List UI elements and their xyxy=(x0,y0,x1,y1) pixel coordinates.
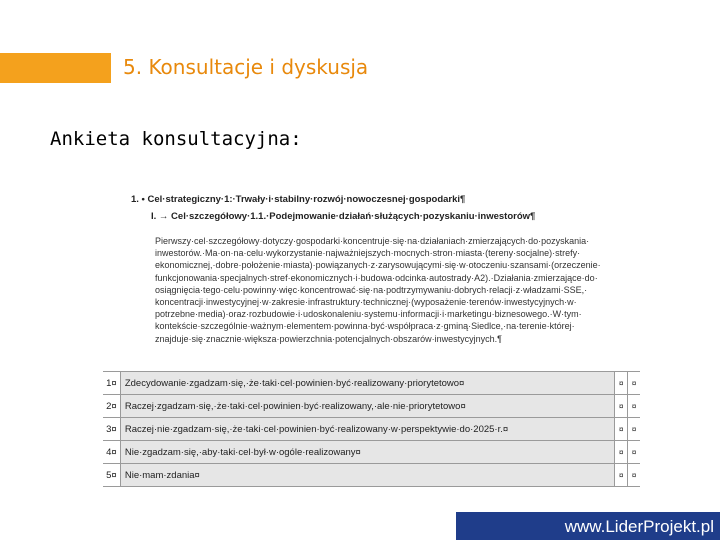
table-row xyxy=(103,441,640,464)
answer-options-table xyxy=(103,371,640,487)
cell-marker: ¤ xyxy=(628,395,640,418)
cell-marker: ¤ xyxy=(615,441,628,464)
website-footer-link[interactable]: www.LiderProjekt.pl xyxy=(456,512,720,540)
option-number: 4¤ xyxy=(103,441,120,464)
cell-marker: ¤ xyxy=(628,464,640,487)
paragraph-line: inwestorów.·Ma·on·na·celu·wykorzystanie·najważniejszych·mocnych·stron·miasta·(tereny·socjalne)·strefy· xyxy=(155,248,581,259)
table-row xyxy=(103,372,640,395)
cell-marker: ¤ xyxy=(615,395,628,418)
option-label: Raczej·nie·zgadzam·się,·że·taki·cel·powinien·być·realizowany·w·perspektywie·do·2025·r.¤ xyxy=(120,418,614,441)
option-number: 5¤ xyxy=(103,464,120,487)
table-row xyxy=(103,418,640,441)
cell-marker: ¤ xyxy=(628,441,640,464)
paragraph-line: znajduje·się·znacznie·większa·powierzchnia·potencjalnych·obszarów·inwestycyjnych.¶ xyxy=(155,333,502,344)
cell-marker: ¤ xyxy=(615,464,628,487)
cell-marker: ¤ xyxy=(628,372,640,395)
goal-description-paragraph xyxy=(155,235,635,345)
option-label: Zdecydowanie·zgadzam·się,·że·taki·cel·powinien·być·realizowany·priorytetowo¤ xyxy=(120,372,614,395)
option-number: 1¤ xyxy=(103,372,120,395)
option-label: Raczej·zgadzam·się,·że·taki·cel·powinien·być·realizowany,·ale·nie·priorytetowo¤ xyxy=(120,395,614,418)
paragraph-line: potrzebne·media)·oraz·rozbudowie·i·udoskonaleniu·systemu·informacji·i·marketingu·biznesowego.·W·tym· xyxy=(155,309,582,320)
cell-marker: ¤ xyxy=(615,372,628,395)
option-number: 3¤ xyxy=(103,418,120,441)
option-label: Nie·mam·zdania¤ xyxy=(120,464,614,487)
paragraph-line: kontekście·szczególnie·ważnym·elementem·powinna·być·współpraca·z·gminą·Siedlce,·na·terenie·której· xyxy=(155,321,575,332)
paragraph-line: koncentracji·inwestycyjnej·w·zakresie·infrastruktury·technicznej·(wyposażenie·terenów·inwestycyjnych·w· xyxy=(155,297,577,308)
cell-marker: ¤ xyxy=(628,418,640,441)
option-number: 2¤ xyxy=(103,395,120,418)
table-row xyxy=(103,395,640,418)
paragraph-line: funkcjonowania·specjalnych·stref·ekonomicznych·i·budowa·odcinka·autostrady·A2).·Działania·zmierzające·do· xyxy=(155,272,598,283)
survey-document-image xyxy=(103,190,640,480)
section-heading: Ankieta konsultacyjna: xyxy=(50,128,302,150)
cell-marker: ¤ xyxy=(615,418,628,441)
paragraph-line: Pierwszy·cel·szczegółowy·dotyczy·gospodarki·koncentruje·się·na·działaniach·zmierzających·do·pozyskania· xyxy=(155,236,590,246)
option-label: Nie·zgadzam·się,·aby·taki·cel·był·w·ogóle·realizowany¤ xyxy=(120,441,614,464)
specific-goal-heading: I. → Cel·szczegółowy·1.1.·Podejmowanie·działań·służących·pozyskaniu·inwestorów¶ xyxy=(151,211,536,222)
strategic-goal-heading: 1. • Cel·strategiczny·1:·Trwały·i·stabilny·rozwój·nowoczesnej·gospodarki¶ xyxy=(131,194,466,205)
slide-title: 5. Konsultacje i dyskusja xyxy=(123,55,369,79)
title-accent-bar xyxy=(0,53,111,83)
paragraph-line: osiągnięcia·tego·celu·powinny·więc·koncentrować·się·na·podtrzymywaniu·dobrych·relacji·z·władzami·SSE,· xyxy=(155,284,588,295)
table-row xyxy=(103,464,640,487)
paragraph-line: ekonomicznej,·dobre·położenie·miasta)·powiązanych·z·zarysowującymi·się·w·otoczeniu·szansami·(orzeczenie· xyxy=(155,260,601,271)
